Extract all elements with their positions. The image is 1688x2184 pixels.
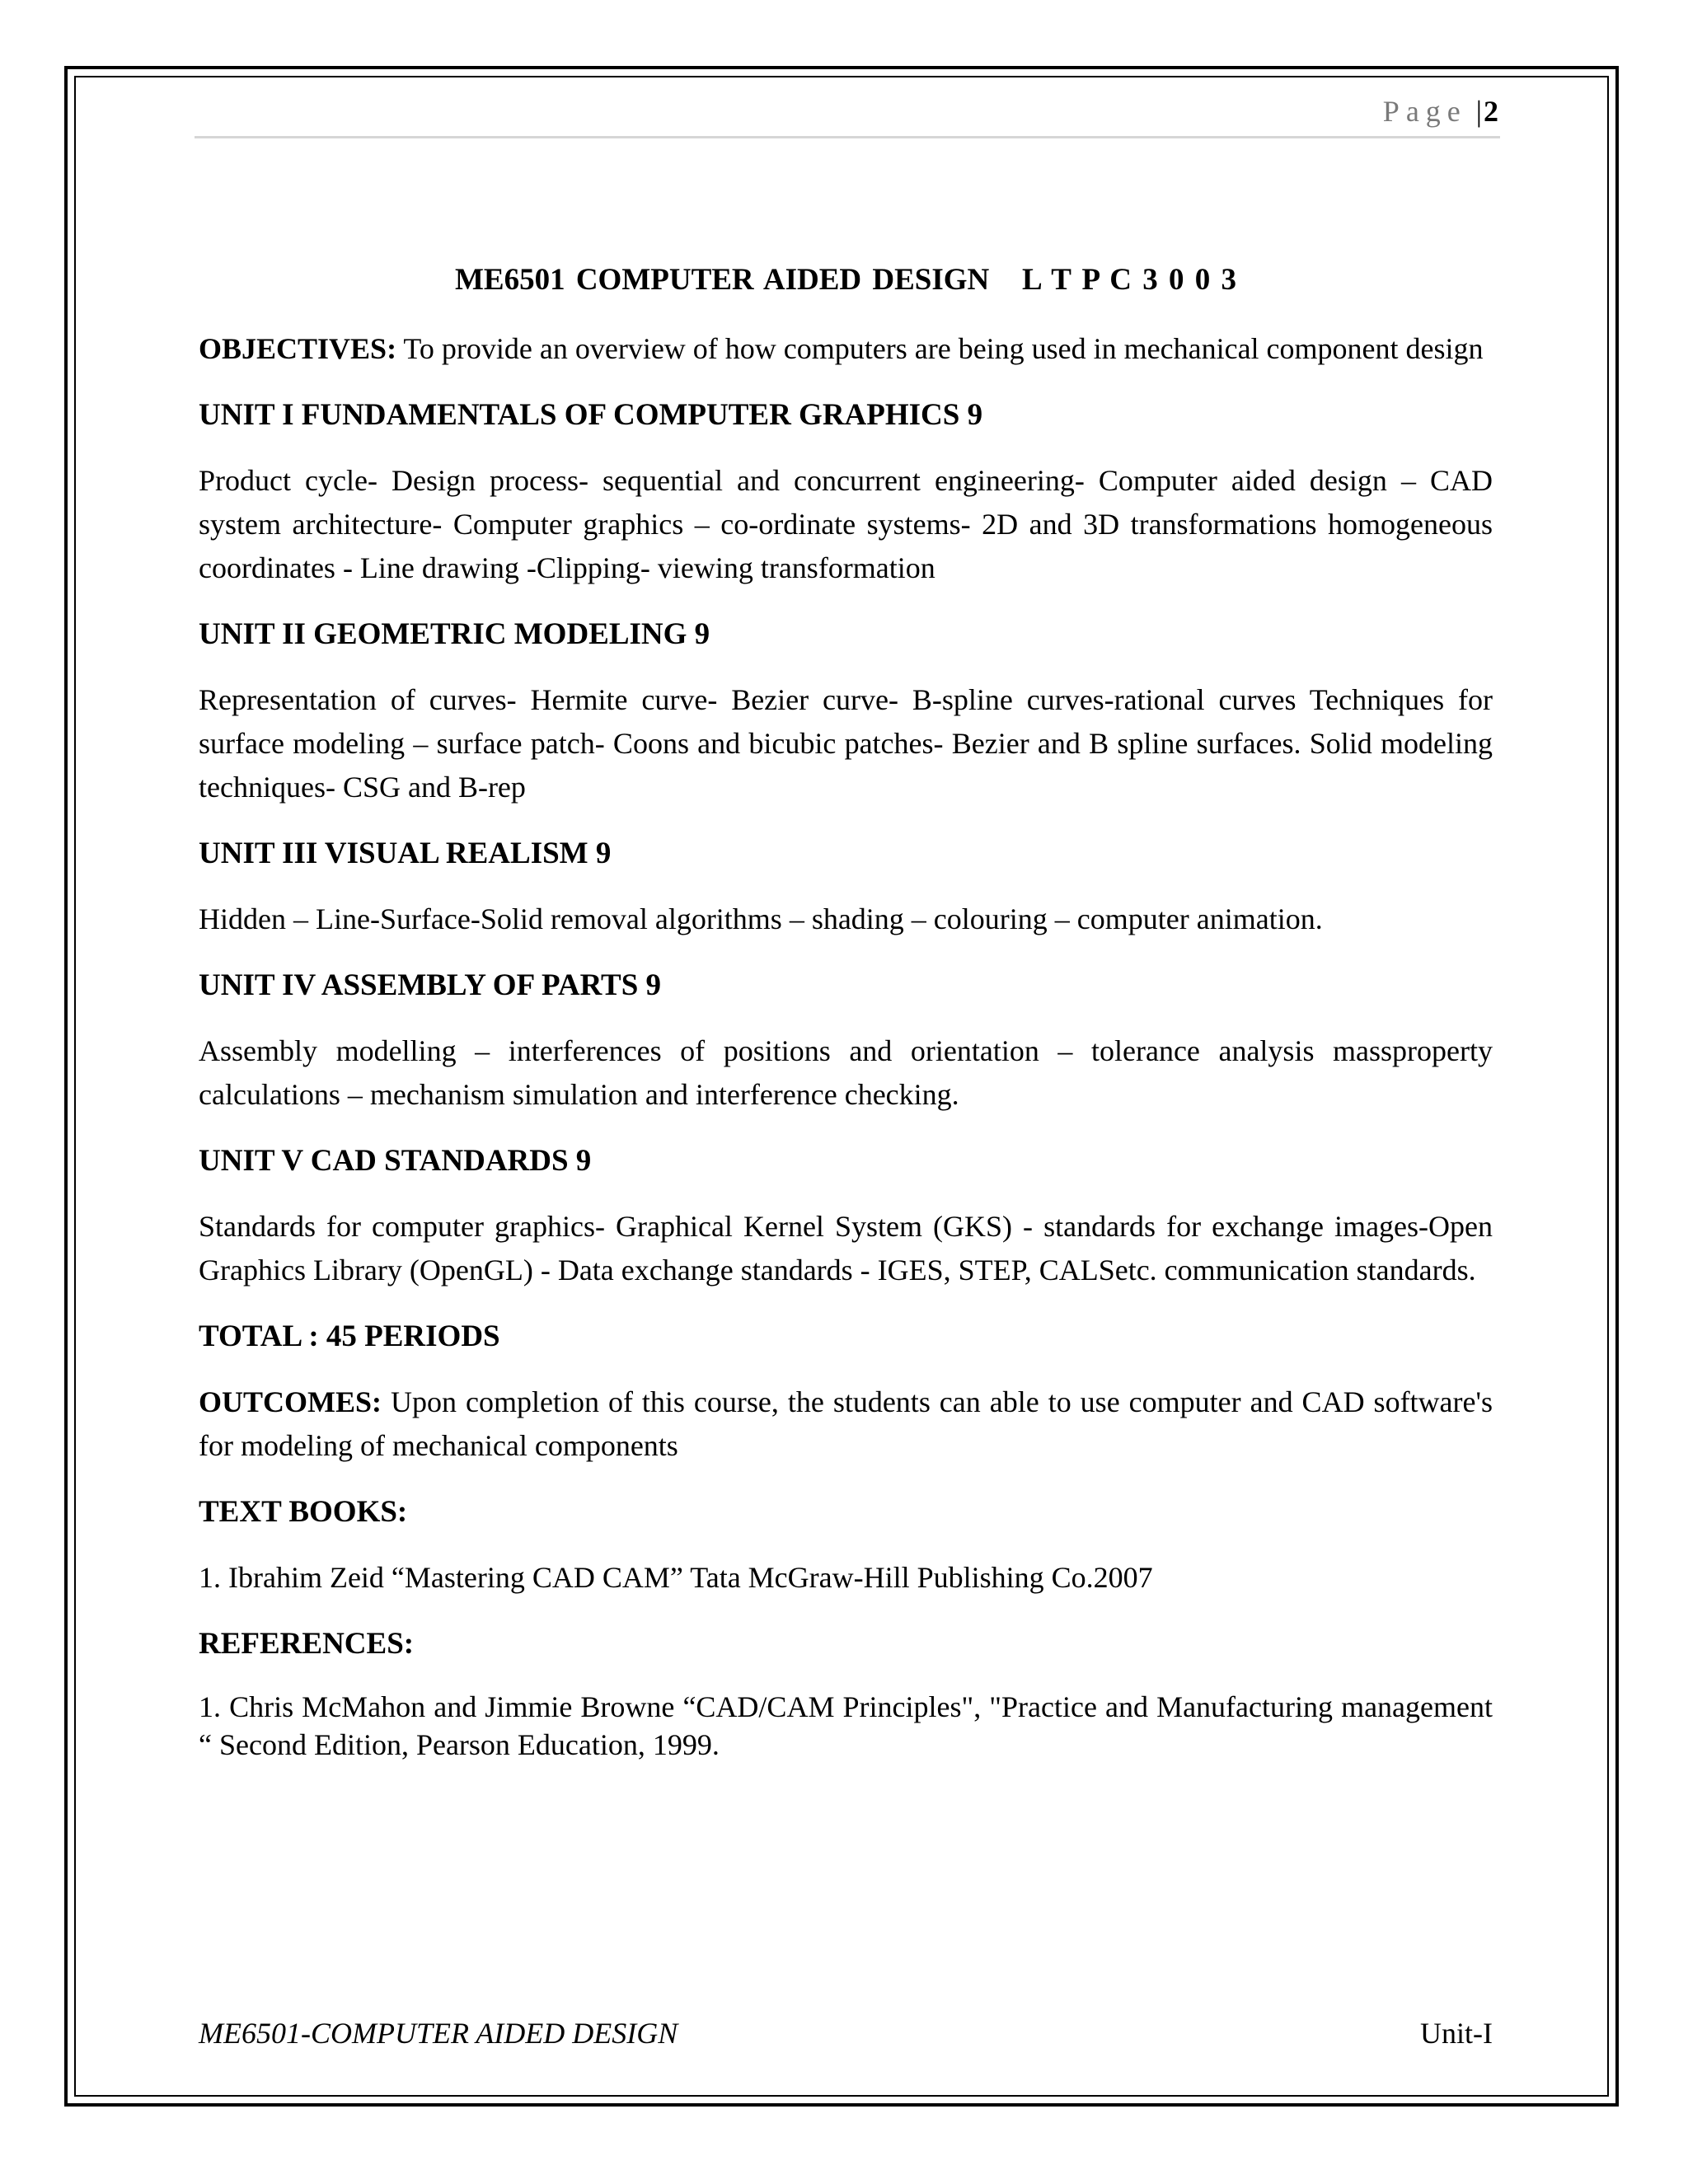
outcomes-paragraph (199, 1380, 1493, 1468)
unit-1-text: Product cycle- Design process- sequential and concurrent engineering- Computer aided design – CAD system architecture- Computer graphics – co-ordinate systems- 2D and 3D transformations homogeneous coordinates - Line drawing -Clipping- viewing transformation (199, 464, 1493, 584)
objectives-paragraph (199, 327, 1493, 371)
unit-4-heading: UNIT IV ASSEMBLY OF PARTS 9 (199, 968, 662, 1002)
objectives-label: OBJECTIVES: (199, 332, 397, 365)
unit-3-text: Hidden – Line-Surface-Solid removal algorithms – shading – colouring – computer animation. (199, 902, 1323, 935)
page-label: Page (1382, 95, 1467, 128)
outcomes-text: Upon completion of this course, the students can able to use computer and CAD software's for modeling of mechanical components (199, 1385, 1493, 1462)
reference-item: 1. Chris McMahon and Jimmie Browne “CAD/CAM Principles", "Practice and Manufacturing management “ Second Edition, Pearson Education, 1999. (199, 1690, 1493, 1761)
unit-5-heading: UNIT V CAD STANDARDS 9 (199, 1144, 592, 1178)
page-separator: | (1475, 95, 1484, 128)
text-books-heading: TEXT BOOKS: (199, 1495, 408, 1529)
unit-2-text: Representation of curves- Hermite curve- Bezier curve- B-spline curves-rational curves Techniques for surface modeling – surface patch- Coons and bicubic patches- Bezier and B spline surfaces. Solid modeling techniques- CSG and B-rep (199, 683, 1493, 804)
unit-1-heading: UNIT I FUNDAMENTALS OF COMPUTER GRAPHICS 9 (199, 398, 983, 432)
total-periods: TOTAL : 45 PERIODS (199, 1319, 500, 1353)
page-number: 2 (1484, 95, 1500, 128)
document-body (199, 262, 1493, 1790)
objectives-text: To provide an overview of how computers are being used in mechanical component design (396, 332, 1484, 365)
unit-5-text: Standards for computer graphics- Graphical Kernel System (GKS) - standards for exchange images-Open Graphics Library (OpenGL) - Data exchange standards - IGES, STEP, CALSetc. communication standards. (199, 1210, 1493, 1286)
page-number-label (1383, 94, 1500, 129)
unit-2-heading: UNIT II GEOMETRIC MODELING 9 (199, 617, 710, 651)
page-footer (199, 2016, 1493, 2057)
footer-unit: Unit-I (1420, 2017, 1493, 2050)
page-header (195, 89, 1500, 138)
footer-course-name: ME6501-COMPUTER AIDED DESIGN (199, 2017, 678, 2050)
outcomes-label: OUTCOMES: (199, 1385, 382, 1418)
unit-3-heading: UNIT III VISUAL REALISM 9 (199, 837, 612, 870)
course-title: ME6501 COMPUTER AIDED DESIGN L T P C 3 0 0 3 (454, 263, 1236, 297)
text-book-item: 1. Ibrahim Zeid “Mastering CAD CAM” Tata McGraw-Hill Publishing Co.2007 (199, 1561, 1153, 1594)
references-heading: REFERENCES: (199, 1627, 415, 1661)
unit-4-text: Assembly modelling – interferences of positions and orientation – tolerance analysis massproperty calculations – mechanism simulation and interference checking. (199, 1034, 1493, 1111)
